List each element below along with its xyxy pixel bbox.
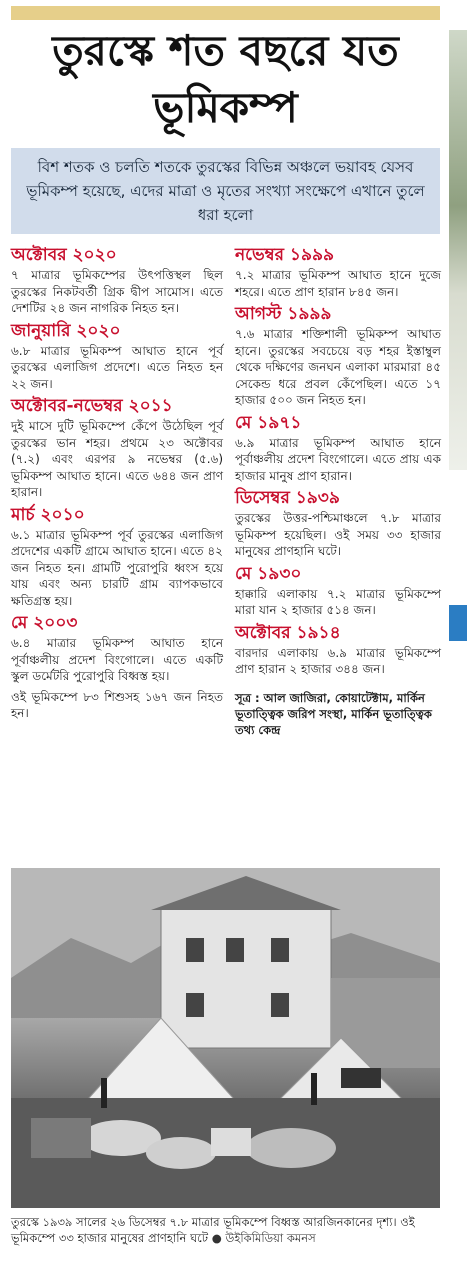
timeline-entry xyxy=(11,319,223,393)
timeline-entry xyxy=(235,411,441,485)
left-column xyxy=(11,243,223,724)
entry-date: মার্চ ২০১০ xyxy=(11,504,85,525)
entry-text: ৭.২ মাত্রার ভূমিকম্প আঘাত হানে দুজে শহরে। এতে প্রাণ হারান ৮৪৫ জন। xyxy=(235,268,441,299)
timeline-entry xyxy=(235,621,441,678)
timeline-entry xyxy=(11,611,223,722)
entry-date: ডিসেম্বর ১৯৩৯ xyxy=(235,488,340,508)
earthquake-photo xyxy=(11,868,440,1208)
adjacent-blue-block xyxy=(449,605,467,641)
entry-date: অক্টোবর ১৯১৪ xyxy=(235,622,341,643)
timeline-entry xyxy=(235,562,441,619)
photo-caption xyxy=(11,1214,440,1246)
entry-text: ৭ মাত্রার ভূমিকম্পের উৎপত্তিস্থল ছিল তুরস্কের নিকটবর্তী গ্রিক দ্বীপ সামোস। এতে দেশটির ২৪ জন নাগরিক নিহত হন। xyxy=(11,268,223,315)
timeline-entry xyxy=(235,243,441,300)
adjacent-photo xyxy=(449,30,467,470)
entry-date: অক্টোবর ২০২০ xyxy=(11,245,117,265)
timeline-entry xyxy=(11,503,223,610)
top-color-bar xyxy=(11,6,440,20)
entry-date: অক্টোবর-নভেম্বর ২০১১ xyxy=(11,396,173,416)
page-title: তুরস্কে শত বছরে যত ভূমিকম্প xyxy=(52,26,399,132)
timeline-entry xyxy=(11,394,223,501)
photo-credit: ● উইকিমিডিয়া কমনস xyxy=(211,1231,316,1245)
adjacent-column-strip xyxy=(448,0,467,1263)
caption-text: তুরস্কে ১৯৩৯ সালের ২৬ ডিসেম্বর ৭.৮ মাত্রার ভূমিকম্পে বিধ্বস্ত আরজিনকানের দৃশ্য। ওই ভূমিকম্পে ৩৩ হাজার মানুষের প্রাণহানি ঘটে xyxy=(11,1215,415,1245)
entry-date: নভেম্বর ১৯৯৯ xyxy=(235,245,335,265)
photo-illustration xyxy=(11,868,440,1208)
timeline-entry xyxy=(235,486,441,560)
source-note: সূত্র : আল জাজিরা, কোয়াটেক্টাম, মার্কিন ভূতাত্ত্বিক জরিপ সংস্থা, মার্কিন ভূতাত্ত্বিক তথ্য কেন্দ্র xyxy=(235,690,432,737)
entry-text: বারদার এলাকায় ৬.৯ মাত্রার ভূমিকম্পে প্রাণ হারান ২ হাজার ৩৪৪ জন। xyxy=(235,645,441,676)
entry-text: ৭.৬ মাত্রার শক্তিশালী ভূমিকম্প আঘাত হানে। তুরস্কের সবচেয়ে বড় শহর ইস্তাম্বুল থেকে দক্ষিণের জনঘন এলাকা মারমারা ৪৫ সেকেন্ড ধরে প্রবল কেঁপেছিল। এতে ১৭ হাজার ৫০০ জন নিহত হন। xyxy=(235,327,441,407)
entry-date: মে ১৯৩০ xyxy=(235,563,302,584)
entry-text: ওই ভূমিকম্পে ৮৩ শিশুসহ ১৬৭ জন নিহত হন। xyxy=(11,689,223,720)
entry-text: তুরস্কের উত্তর-পশ্চিমাঞ্চলে ৭.৮ মাত্রার ভূমিকম্প হয়েছিল। ওই সময় ৩৩ হাজার মানুষের প্রাণহানি ঘটে। xyxy=(235,511,441,558)
entry-text: ৬.১ মাত্রার ভূমিকম্প পূর্ব তুরস্কের এলাজিগ প্রদেশের একটি গ্রামে আঘাত হানে। এতে ৪২ জন নিহত হন। গ্রামটি পুরোপুরি ধ্বংস হয়ে যায় এবং অন্য চারটি গ্রাম ব্যাপকভাবে ক্ষতিগ্রস্ত হয়। xyxy=(11,527,223,608)
entry-date: মে ২০০৩ xyxy=(11,613,78,633)
intro-box: বিশ শতক ও চলতি শতকে তুরস্কের বিভিন্ন অঞ্চলে ভয়াবহ যেসব ভূমিকম্প হয়েছে, এদের মাত্রা ও মৃতের সংখ্যা সংক্ষেপে এখানে তুলে ধরা হলো xyxy=(11,148,440,234)
entry-text: দুই মাসে দুটি ভূমিকম্পে কেঁপে উঠেছিল পূর্ব তুরস্কের ভান শহর। প্রথমে ২৩ অক্টোবর (৭.২) এবং এরপর ৯ নভেম্বর (৫.৬) ভূমিকম্প আঘাত হানে। এতে ৬৪৪ জন প্রাণ হারান। xyxy=(11,419,223,499)
entry-text: ৬.৪ মাত্রার ভূমিকম্প আঘাত হানে পূর্বাঞ্চলীয় প্রদেশ বিংগোলে। এতে একটি স্কুল ডর্মেটরি পুরোপুরি বিধ্বস্ত হয়। xyxy=(11,636,223,683)
entry-date: আগস্ট ১৯৯৯ xyxy=(235,304,332,324)
timeline-entry xyxy=(235,302,441,409)
entry-date: মে ১৯৭১ xyxy=(235,412,302,433)
entry-date: জানুয়ারি ২০২০ xyxy=(11,320,121,341)
entry-text: ৬.৯ মাত্রার ভূমিকম্প আঘাত হানে পূর্বাঞ্চলীয় প্রদেশ বিংগোলে। এতে প্রায় এক হাজার মানুষ প্রাণ হারান। xyxy=(235,435,441,483)
right-column xyxy=(235,243,441,738)
timeline-entry xyxy=(11,243,223,317)
entry-text: হাক্কারি এলাকায় ৭.২ মাত্রার ভূমিকম্পে মারা যান ২ হাজার ৫১৪ জন। xyxy=(235,586,441,617)
entry-text: ৬.৮ মাত্রার ভূমিকম্প আঘাত হানে পূর্ব তুরস্কের এলাজিগ প্রদেশে। এতে নিহত হন ২২ জন। xyxy=(11,343,223,391)
